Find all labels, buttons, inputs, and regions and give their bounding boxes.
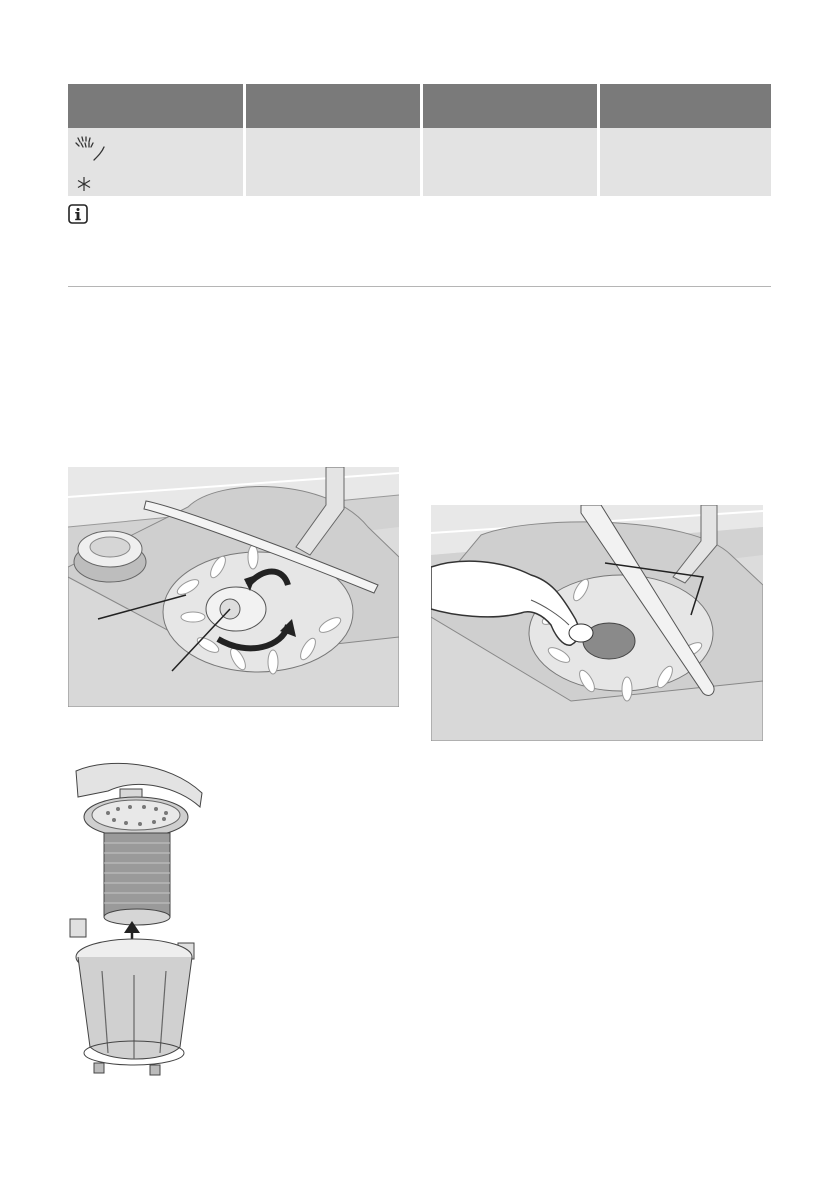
table-header-cell-4 <box>600 84 771 128</box>
snowflake-icon <box>76 176 92 192</box>
table-cell-4 <box>600 128 771 196</box>
filter-assembly-illustration <box>68 757 208 1082</box>
table-header-cell-3 <box>423 84 597 128</box>
program-table <box>68 84 771 196</box>
spray-arm-icon <box>72 136 106 162</box>
info-icon <box>68 204 88 224</box>
section-divider <box>68 286 771 287</box>
table-cell-program <box>68 128 243 196</box>
filter-unlock-illustration <box>68 467 399 707</box>
filter-remove-illustration <box>431 505 763 741</box>
table-header-cell-2 <box>246 84 420 128</box>
table-cell-3 <box>423 128 597 196</box>
table-cell-2 <box>246 128 420 196</box>
table-header-cell-1 <box>68 84 243 128</box>
